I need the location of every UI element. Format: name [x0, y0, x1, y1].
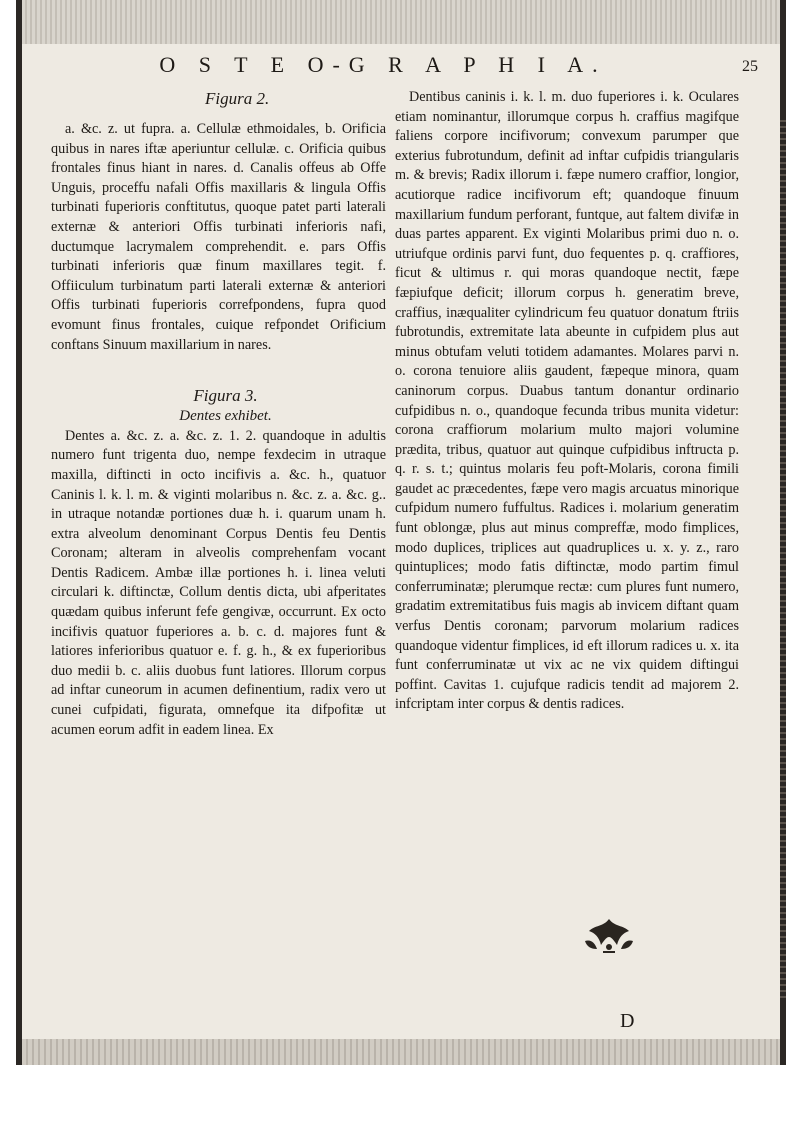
book-page [16, 0, 786, 1065]
scan-top-edge [22, 0, 780, 44]
figure-3-text: Dentes a. &c. z. a. &c. z. 1. 2. quandoque in adultis numero funt trigenta duo, nempe fexdecim in utraque maxilla, diftincti in octo incifivis a. &c. h., quatuor Caninis l. k. l. m. & viginti molaribus n. &c. z. a. &c. g.. in utraque notandæ portiones duæ h. i. quarum unam h. extra alveolum denominant Corpus Dentis feu Dentis Coronam; alteram in alveolis comprehenfam vocant Dentis Radicem. Ambæ illæ portiones h. i. linea veluti circulari k. diftinctæ, Collum dentis dicta, ubi afperitates quædam quibus inferunt fefe gengivæ, occurrunt. Ex octo incifivis quatuor fuperiores a. b. c. d. majores funt & latiores inferioribus quatuor e. f. g. h., & ex fuperioribus duo medii b. c. aliis duobus funt latiores. Illorum corpus ad inftar cuneorum in acumen definentium, radix vero ut cunei cufpidati, figurata, omnefque ita difpofitæ ut acumen eorum adfit in eadem linea. Ex [51, 427, 386, 738]
figure-3-heading: Figura 3. [193, 386, 258, 406]
figure-3-subheading: Dentes exhibet. [179, 408, 272, 425]
figure-2-legend: a. &c. z. ut fupra. a. Cellulæ ethmoidales, b. Orificia quibus in nares iftæ aperiuntur cellulæ. c. Orificia quibus frontales finus hiant in nares. d. Canalis offeus ab Offe Unguis, proceffu nafali Offis maxillaris & lingula Offis turbinati fuperioris conftitutus, quoque patet parti laterali externæ & anteriori Offis turbinati inferioris nafi, ductumque lacrymalem comprehendit. e. pars Offis turbinati inferioris quæ finum maxillares tegit. f. Offiiculum turbinatum parti laterali externæ & anteriori Offis turbinati fuperioris correfpondens, fupra quod evomunt finus frontales, cuique refpondet Orificium conftans Sinuum maxillarium in nares. [51, 121, 386, 353]
printer-ornament-icon [577, 915, 641, 955]
dentes-continuation-text: Dentibus caninis i. k. l. m. duo fuperiores i. k. Oculares etiam nominantur, illorumque corpus h. craffius magifque faliens corpore incifivorum; convexum parumper que exterius fubrotundum, definit ad inftar cufpidis triangularis m. & brevis; Radix illorum i. fæpe numero craffior, longior, acutiorque radice incifivorum eft; quandoque finuum maxillarium fundum perforant, funtque, aut faltem divifæ in duas partes apparent. Ex viginti Molaribus primi duo n. o. utriufque ordinis parvi funt, duo fequentes p. q. craffiores, ficut & ultimus r. qui moras quandoque nectit, fæpe fæpiufque deficit; illorum corpus h. generatim breve, craffius, inæqualiter cylindricum feu quatuor donatum ftriis fubrotundis, extremitate lata abeunte in cufpidem plus aut minus obtufam veluti totidem adamantes. Molares parvi n. o. corona tenuiore aliis gaudent, fæpeque minora, quam caninorum corpus. Duabus tantum donantur ordinario cufpidibus n. o., quandoque fecunda tribus munita videtur: corona craffiorum molarium multo majori volumine prædita, tribus, quatuor aut quinque cufpidibus inftructa p. q. r. s. t.; quintus molaris feu poft-Molaris, corona fimili gaudet ac præcedentes, fæpe vero magis arcuatus minorique cufpidum numero fuffultus. Radices i. molarium generatim funt oblongæ, plus aut minus compreffæ, modo fimplices, modo duplices, triplices aut quadruplices u. x. y. z., raro quintuplices; modo fatis diftinctæ, modo partim fimul conferruminatæ; plerumque rectæ: cum plures funt numero, gradatim extremitatibus fuis magis ab invicem diftant quam verfus Dentis coronam; parvorum molarium radices quandoque videntur fimplices, id eft illorum radices u. x. ita funt conferruminatæ ut vix ac ne vix quidem diftingui poffint. Cavitas 1. cujufque radicis tendit ad majorem 2. infcriptam inter corpus & dentis radices. [395, 89, 739, 713]
page-edge-shadow [780, 120, 786, 1000]
figure-2-heading: Figura 2. [205, 89, 270, 108]
scan-bottom-edge [22, 1039, 780, 1065]
signature-mark: D [620, 1010, 635, 1032]
page-number: 25 [742, 58, 758, 75]
right-column [395, 88, 739, 715]
running-head [22, 52, 780, 82]
running-title: O S T E O-G R A P H I A. [159, 52, 607, 77]
left-column [51, 88, 386, 740]
